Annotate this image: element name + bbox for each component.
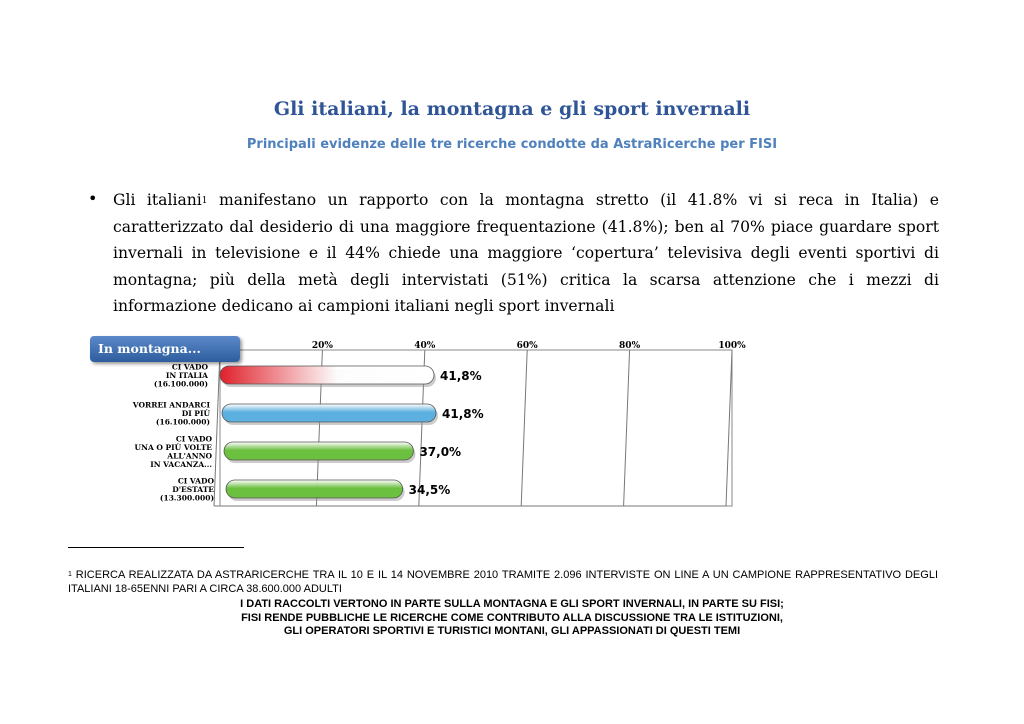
paragraph-body: manifestano un rapporto con la montagna stretto (il 41.8% vi si reca in Italia) e caratterizzato dal desiderio di una maggiore frequentazione (41.8%); ben al 70% piace guardare sport invernali in televisione e il 44% chiede una maggiore ‘copertura’ televisiva degli eventi sportivi di montagna; più della metà degli intervistati (51%) critica la scarsa attenzione che i mezzi di informazione dedicano ai campioni italiani negli sport invernali	[113, 191, 939, 315]
category-label: ALL'ANNO	[167, 451, 212, 461]
category-label: UNA O PIÙ VOLTE	[134, 442, 212, 452]
category-label: DI PIÙ	[181, 409, 210, 418]
x-tick-label: 100%	[718, 341, 746, 351]
category-label: VORREI ANDARCI	[132, 400, 210, 410]
category-label: CI VADO	[175, 434, 212, 444]
closing-notes	[0, 598, 1024, 639]
category-label: (16.100.000)	[153, 379, 208, 389]
category-label: (16.100.000)	[155, 417, 210, 427]
x-tick-label: 60%	[516, 341, 538, 351]
footnote	[68, 568, 938, 596]
chart-svg	[86, 336, 766, 516]
bar-value-label: 37,0%	[419, 445, 462, 459]
bar-value-label: 34,5%	[408, 483, 451, 497]
intro-paragraph	[113, 187, 939, 320]
closing-line: GLI OPERATORI SPORTIVI E TURISTICI MONTANI, GLI APPASSIONATI DI QUESTI TEMI	[283, 625, 741, 637]
category-label: IN ITALIA	[165, 371, 208, 380]
page-title: Gli italiani, la montagna e gli sport invernali	[273, 98, 751, 120]
x-tick-label: 40%	[414, 341, 436, 351]
closing-line: FISI RENDE PUBBLICHE LE RICERCHE COME CONTRIBUTO ALLA DISCUSSIONE TRA LE ISTITUZIONI,	[241, 611, 783, 624]
bar	[226, 480, 403, 498]
bar	[222, 404, 436, 422]
mountain-chart	[86, 336, 766, 516]
chart-tag: In montagna...	[90, 336, 240, 362]
category-label: (13.300.000)	[159, 493, 214, 503]
paragraph-start: Gli italiani	[113, 191, 202, 209]
page-subtitle: Principali evidenze delle tre ricerche condotte da AstraRicerche per FISI	[246, 137, 778, 152]
footnote-number: 1	[68, 571, 72, 578]
category-label: CI VADO	[171, 362, 208, 372]
axis-line	[214, 350, 220, 506]
bar	[224, 442, 413, 460]
bar-value-label: 41,8%	[442, 407, 484, 421]
bar-value-label: 41,8%	[440, 369, 482, 383]
bullet-dot: •	[88, 189, 98, 208]
x-tick-label: 20%	[311, 341, 333, 351]
category-label: D'ESTATE	[172, 485, 214, 494]
footnote-separator	[68, 547, 244, 548]
closing-line: I DATI RACCOLTI VERTONO IN PARTE SULLA MONTAGNA E GLI SPORT INVERNALI, IN PARTE SU FISI;	[240, 598, 784, 610]
category-label: IN VACANZA...	[150, 459, 212, 469]
footnote-text: RICERCA REALIZZATA DA ASTRARICERCHE TRA IL 10 E IL 14 NOVEMBRE 2010 TRAMITE 2.096 INTERVISTE ON LINE A UN CAMPIONE RAPPRESENTATIVO DEGLI ITALIANI 18-65ENNI PARI A CIRCA 38.600.000 ADULTI	[68, 569, 938, 595]
category-label: CI VADO	[177, 476, 214, 486]
bar	[220, 366, 434, 384]
footnote-ref: 1	[201, 196, 208, 206]
x-tick-label: 80%	[619, 341, 641, 351]
